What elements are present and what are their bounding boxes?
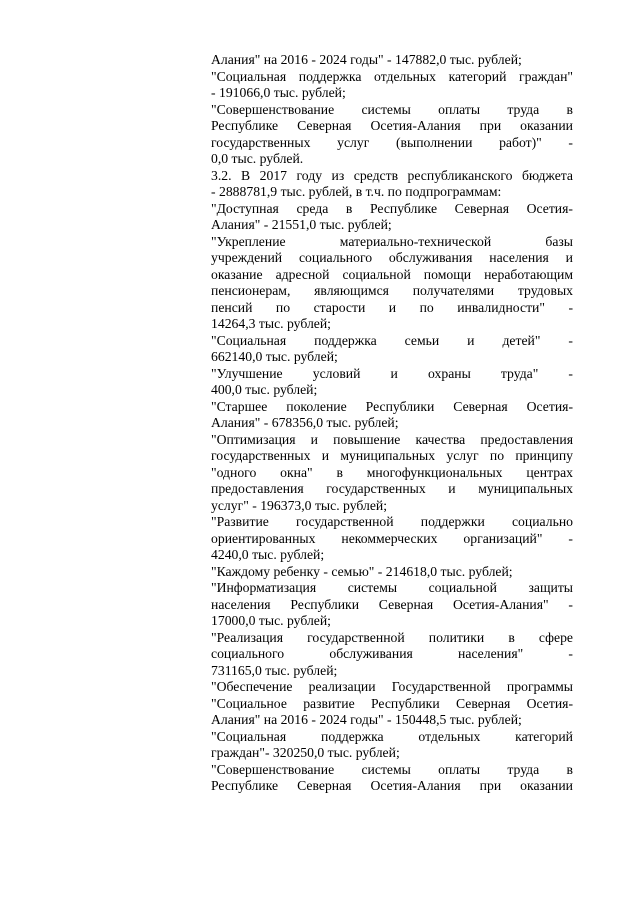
text-line: 0,0 тыс. рублей. [211,151,304,166]
text-line: 662140,0 тыс. рублей; [211,349,338,364]
text-line: "Развитие государственной поддержки социально [211,514,573,529]
text-line: "Улучшение условий и охраны труда" - [211,365,573,381]
text-line: 400,0 тыс. рублей; [211,382,318,397]
text-line: населения Республики Северная Осетия-Алания" - [211,596,573,612]
text-line: Алания" на 2016 - 2024 годы" - 147882,0 тыс. рублей; [211,52,522,67]
text-line: Алания" - 21551,0 тыс. рублей; [211,217,392,232]
text-line: "Старшее поколение Республики Северная Осетия- [211,398,573,414]
text-line: "Совершенствование системы оплаты труда в [211,101,573,117]
text-line: государственных и муниципальных услуг по принципу [211,448,573,463]
text-line: "Социальная поддержка семьи и детей" - [211,332,573,348]
text-line: 14264,3 тыс. рублей; [211,316,331,331]
text-line: "Укрепление материально-технической базы [211,233,573,249]
text-line: 17000,0 тыс. рублей; [211,613,331,628]
text-line: учреждений социального обслуживания населения и [211,250,573,265]
text-line: Алания" - 678356,0 тыс. рублей; [211,415,399,430]
text-line: - 191066,0 тыс. рублей; [211,85,346,100]
text-line: оказание адресной социальной помощи неработающим [211,266,573,282]
text-line: "Социальная поддержка отдельных категорий граждан" [211,68,573,84]
text-line: - 2888781,9 тыс. рублей, в т.ч. по подпрограммам: [211,184,502,199]
text-line: Алания" на 2016 - 2024 годы" - 150448,5 тыс. рублей; [211,712,522,727]
text-line: пенсий по старости и по инвалидности" - [211,299,573,315]
text-line: "Реализация государственной политики в сфере [211,629,573,645]
text-line: ориентированных некоммерческих организаций" - [211,530,573,546]
text-line: "Совершенствование системы оплаты труда в [211,761,573,777]
text-line: "Доступная среда в Республике Северная Осетия- [211,200,573,216]
text-line: "одного окна" в многофункциональных центрах [211,464,573,480]
text-line: "Оптимизация и повышение качества предоставления [211,431,573,447]
document-page [211,52,573,795]
text-line: социального обслуживания населения" - [211,646,573,661]
text-line: "Каждому ребенку - семью" - 214618,0 тыс. рублей; [211,563,513,579]
text-line: Республике Северная Осетия-Алания при оказании [211,118,573,133]
text-line: Республике Северная Осетия-Алания при оказании [211,778,573,793]
text-line: услуг" - 196373,0 тыс. рублей; [211,497,388,513]
text-line: "Социальная поддержка отдельных категорий [211,728,573,744]
text-line: 3.2. В 2017 году из средств республиканского бюджета [211,167,573,183]
text-line: 4240,0 тыс. рублей; [211,547,325,562]
text-line: "Информатизация системы социальной защиты [211,580,573,595]
text-line: государственных услуг (выполнении работ)" - [211,134,573,150]
text-line: "Социальное развитие Республики Северная Осетия- [211,695,573,711]
text-line: предоставления государственных и муниципальных [211,481,573,496]
text-line: "Обеспечение реализации Государственной программы [211,679,573,694]
text-line: граждан"- 320250,0 тыс. рублей; [211,745,400,760]
text-line: 731165,0 тыс. рублей; [211,662,338,678]
text-line: пенсионерам, являющимся получателями трудовых [211,283,573,298]
